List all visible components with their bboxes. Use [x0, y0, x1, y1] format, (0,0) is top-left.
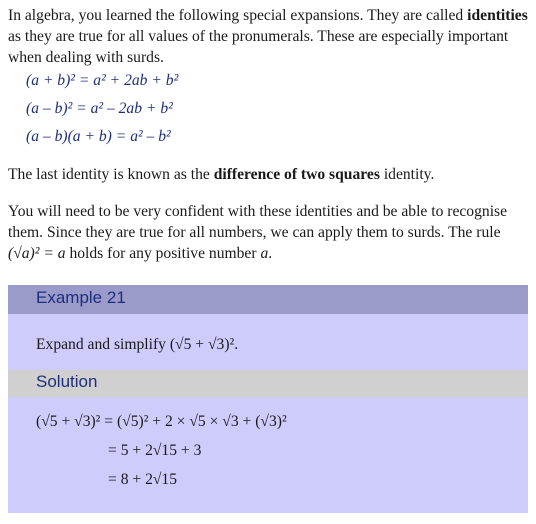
last-identity-paragraph: [8, 164, 528, 185]
solution-body: [8, 397, 528, 513]
surd-rule: (√a)² = a: [8, 245, 66, 262]
solution-header: [8, 370, 528, 397]
last-identity-text-1: The last identity is known as the: [8, 166, 210, 183]
example-header: [8, 285, 528, 314]
confidence-paragraph: [8, 201, 528, 264]
solution-line-3: = 8 + 2√15: [108, 471, 178, 488]
identity-difference-of-squares: (a – b)(a + b) = a² – b²: [26, 128, 171, 145]
confidence-text: You will need to be very confident with these identities and be able to recognise them. Since they are true for all numbers, we can apply them to surds. The rule: [8, 203, 508, 241]
intro-text-2: as they are true for all values of the pronumerals. These are especially important when dealing with surds.: [8, 28, 509, 66]
example-prompt: Expand and simplify: [36, 336, 166, 353]
identities-term: identities: [467, 7, 528, 24]
intro-paragraph: [8, 5, 528, 68]
last-identity-text-2: identity.: [383, 166, 435, 183]
example-body: [8, 314, 528, 370]
intro-text-1: In algebra, you learned the following special expansions. They are called: [8, 7, 464, 24]
variable-a: a: [260, 245, 269, 262]
example-title: Example 21: [36, 288, 126, 307]
confidence-end: .: [268, 245, 273, 262]
solution-line-1: (√5 + √3)² = (√5)² + 2 × √5 × √3 + (√3)²: [36, 413, 287, 430]
solution-title: Solution: [36, 372, 98, 391]
identity-square-of-sum: (a + b)² = a² + 2ab + b²: [26, 72, 179, 89]
difference-of-two-squares-term: difference of two squares: [213, 166, 380, 183]
confidence-text-2: holds for any positive number: [69, 245, 257, 262]
example-expression: (√5 + √3)².: [169, 336, 239, 353]
example-prompt-line: [36, 336, 238, 354]
identity-square-of-difference: (a – b)² = a² – 2ab + b²: [26, 100, 173, 117]
solution-line-2: = 5 + 2√15 + 3: [108, 442, 202, 459]
